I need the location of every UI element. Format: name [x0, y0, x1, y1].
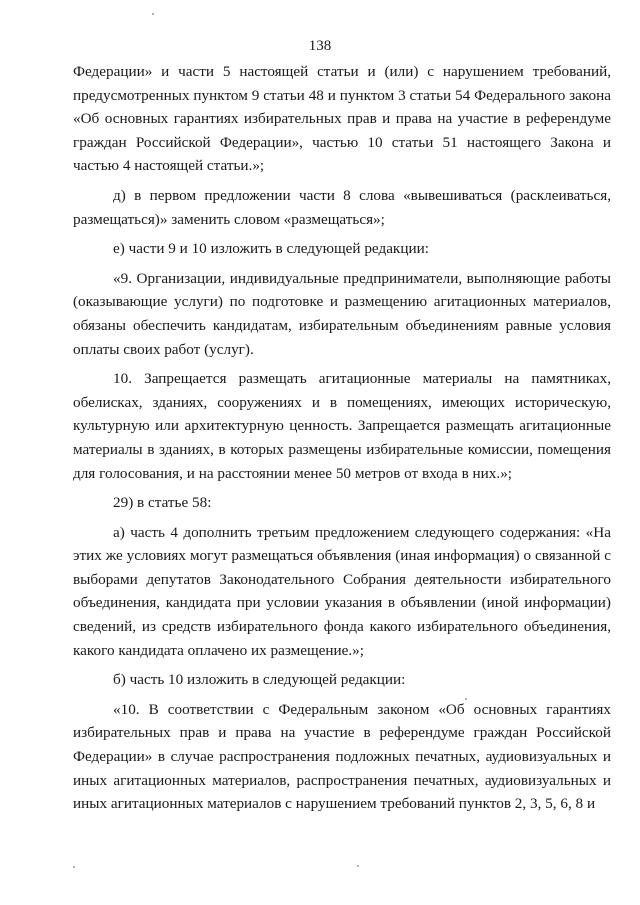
scan-speck: [152, 13, 154, 15]
scan-speck: [357, 865, 359, 867]
scan-speck: [465, 698, 467, 700]
scan-speck: [73, 866, 75, 868]
paragraph-continuation: Федерации» и части 5 настоящей статьи и (или) с нарушением требований, предусмотренных пунктом 9 статьи 48 и пунктом 3 статьи 54 Федерального закона «Об основных гарантиях избирательных прав и права на участие в референдуме граждан Российской Федерации», частью 10 статьи 51 настоящего Закона и частью 4 настоящей статьи.»;: [73, 63, 611, 175]
paragraph-amendment-d: д) в первом предложении части 8 слова «вывешиваться (расклеиваться, размещаться)» заменить словом «размещаться»;: [73, 186, 611, 228]
paragraph-item-10-new: «10. В соответствии с Федеральным законом «Об основных гарантиях избирательных прав и права на участие в референдуме граждан Российской Федерации» в случае распространения подложных печатных, аудиовизуальных и иных агитационных материалов, распространения печатных, аудиовизуальных и иных агитационных материалов с нарушением требований пунктов 2, 3, 5, 6, 8 и: [73, 700, 611, 813]
document-body: [73, 60, 611, 816]
paragraph-amendment-b: б) часть 10 изложить в следующей редакции:: [113, 671, 406, 689]
paragraph-item-9: «9. Организации, индивидуальные предприниматели, выполняющие работы (оказывающие услуги) по подготовке и размещению агитационных материалов, обязаны обеспечить кандидатам, избирательным объединениям равные условия оплаты своих работ (услуг).: [73, 269, 611, 358]
page-number: 138: [308, 38, 332, 54]
paragraph-item-10: 10. Запрещается размещать агитационные материалы на памятниках, обелисках, зданиях, сооружениях и в помещениях, имеющих историческую, культурную или архитектурную ценность. Запрещается размещать агитационные материалы в зданиях, в которых размещены избирательные комиссии, помещения для голосования, и на расстоянии менее 50 метров от входа в них.»;: [73, 370, 611, 482]
paragraph-amendment-e: е) части 9 и 10 изложить в следующей редакции:: [113, 240, 429, 258]
paragraph-article-58: 29) в статье 58:: [113, 494, 212, 512]
paragraph-amendment-a: а) часть 4 дополнить третьим предложением следующего содержания: «На этих же условиях могут размещаться объявления (иная информация) о связанной с выборами депутатов Законодательного Собрания деятельности избирательного объединения, кандидата при условии указания в объявлении (иной информации) сведений, из средств избирательного фонда какого избирательного объединения, какого кандидата оплачено их размещение.»;: [73, 523, 611, 659]
